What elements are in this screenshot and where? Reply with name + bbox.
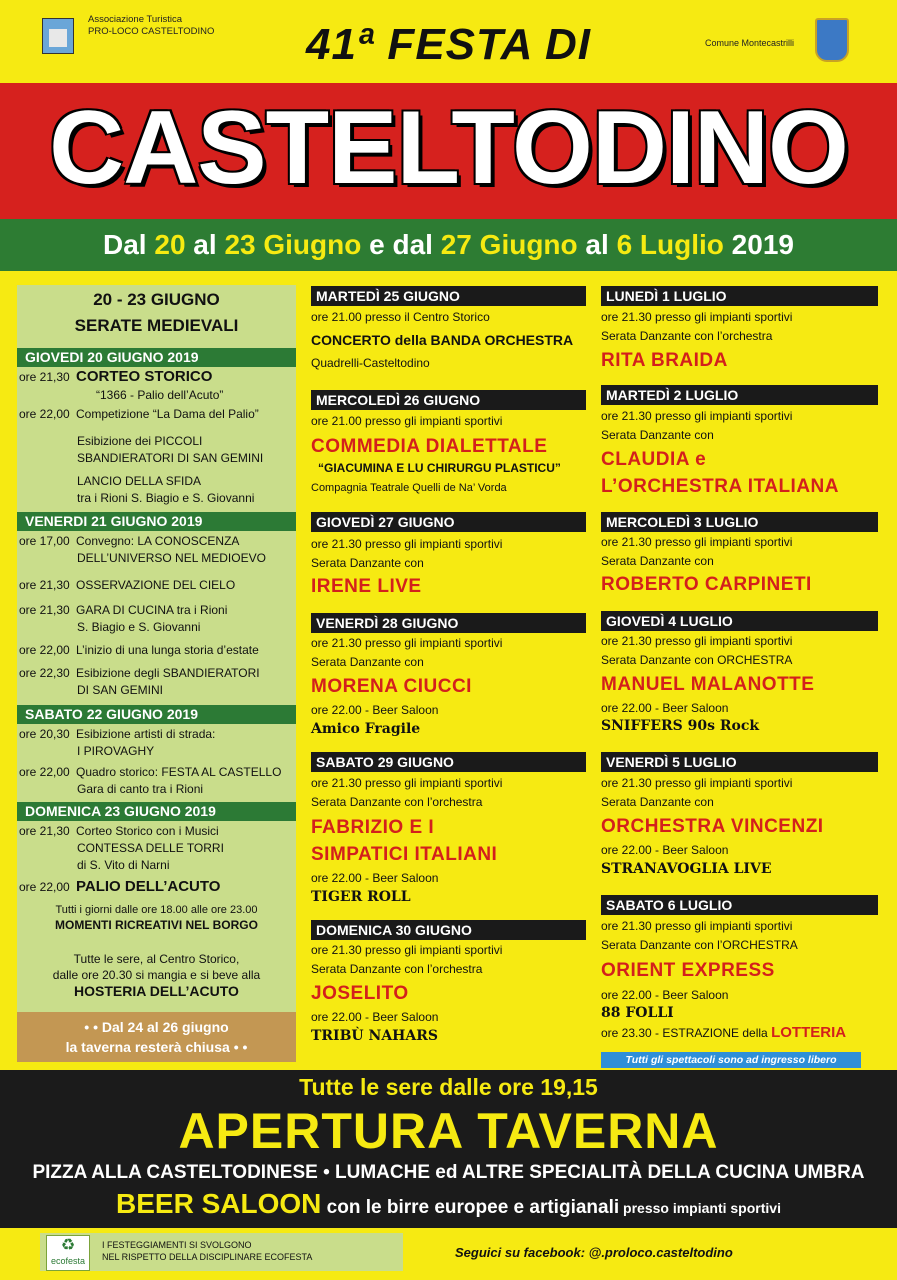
beer-saloon-line — [0, 1188, 897, 1220]
event-info: ore 21.30 presso gli impianti sportivi — [601, 919, 793, 933]
event-info: CONCERTO della BANDA ORCHESTRA — [311, 332, 574, 348]
event-info: ore 22.00 - Beer Saloon — [601, 701, 729, 715]
event-row: ore 21,30 CORTEO STORICO — [19, 368, 213, 385]
day-header: SABATO 22 GIUGNO 2019 — [17, 705, 296, 724]
event-detail: SBANDIERATORI DI SAN GEMINI — [77, 451, 264, 465]
event-detail: DELL’UNIVERSO NEL MEDIOEVO — [77, 551, 266, 565]
event-info: ore 21.00 presso il Centro Storico — [311, 310, 490, 324]
eco-line: I FESTEGGIAMENTI SI SVOLGONO — [102, 1240, 252, 1250]
artist-name: ROBERTO CARPINETI — [601, 574, 812, 595]
event-header: GIOVEDÌ 4 LUGLIO — [601, 611, 878, 631]
event-info: “GIACUMINA E LU CHIRURGU PLASTICU” — [318, 461, 561, 475]
event-info: Serata Danzante con l’orchestra — [601, 329, 773, 343]
recycle-icon: ♻ — [60, 1237, 76, 1254]
event-detail: Esibizione dei PICCOLI — [77, 434, 203, 448]
assoc-line-2: PRO-LOCO CASTELTODINO — [88, 26, 215, 37]
ecofesta-text — [102, 1239, 312, 1263]
band-name: STRANAVOGLIA LIVE — [601, 861, 772, 877]
event-info: ore 21.30 presso gli impianti sportivi — [601, 310, 793, 324]
event-header: SABATO 29 GIUGNO — [311, 752, 586, 772]
taverna-time: Tutte le sere dalle ore 19,15 — [299, 1074, 598, 1100]
lottery-label: LOTTERIA — [771, 1024, 847, 1041]
event-info: Serata Danzante con — [311, 655, 424, 669]
event-info: Serata Danzante con l’orchestra — [311, 962, 483, 976]
artist-name: ORCHESTRA VINCENZI — [601, 816, 824, 837]
band-name: Amico Fragile — [311, 721, 421, 737]
event-header: SABATO 6 LUGLIO — [601, 895, 878, 915]
event-header: MERCOLEDÌ 3 LUGLIO — [601, 512, 878, 532]
event-info: ore 21.30 presso gli impianti sportivi — [601, 776, 793, 790]
day-header: DOMENICA 23 GIUGNO 2019 — [17, 802, 296, 821]
event-info: ore 22.00 - Beer Saloon — [311, 1010, 439, 1024]
hosteria-note — [17, 951, 296, 1000]
event-info: Serata Danzante con l’ORCHESTRA — [601, 938, 798, 952]
event-detail: di S. Vito di Narni — [77, 858, 170, 872]
artist-name: MORENA CIUCCI — [311, 676, 472, 697]
comune-crest — [815, 18, 849, 62]
main-title: CASTELTODINO — [49, 90, 848, 206]
artist-name: L’ORCHESTRA ITALIANA — [601, 476, 839, 497]
facebook-link[interactable]: Seguici su facebook: @.proloco.casteltodino — [455, 1245, 733, 1260]
day-header: GIOVEDI 20 GIUGNO 2019 — [17, 348, 296, 367]
lottery-time: ore 23.30 - ESTRAZIONE della — [601, 1026, 772, 1040]
event-detail: Gara di canto tra i Rioni — [77, 782, 204, 796]
event-info: ore 21.30 presso gli impianti sportivi — [601, 634, 793, 648]
festival-dates: Dal 20 al 23 Giugno e dal 27 Giugno al 6 Luglio 2019 — [103, 229, 794, 260]
note-line: MOMENTI RICREATIVI NEL BORGO — [55, 918, 258, 932]
event-detail: tra i Rioni S. Biagio e S. Giovanni — [77, 491, 255, 505]
ecofesta-icon — [46, 1235, 90, 1271]
closure-notice — [17, 1012, 296, 1062]
event-header: GIOVEDÌ 27 GIUGNO — [311, 512, 586, 532]
event-detail: “1366 - Palio dell’Acuto” — [96, 388, 224, 402]
event-info: ore 21.30 presso gli impianti sportivi — [601, 535, 793, 549]
panel-dates: 20 - 23 GIUGNO — [93, 290, 220, 309]
band-name: SNIFFERS 90s Rock — [601, 718, 760, 734]
artist-name: RITA BRAIDA — [601, 350, 728, 371]
note-line: Tutte le sere, al Centro Storico, — [73, 952, 240, 966]
artist-name: MANUEL MALANOTTE — [601, 674, 815, 695]
event-header: MERCOLEDÌ 26 GIUGNO — [311, 390, 586, 410]
daily-activities-note — [17, 903, 296, 934]
event-header: MARTEDÌ 25 GIUGNO — [311, 286, 586, 306]
event-header: LUNEDÌ 1 LUGLIO — [601, 286, 878, 306]
band-name: TRIBÙ NAHARS — [311, 1028, 439, 1044]
beer-saloon-location: presso impianti sportivi — [619, 1200, 781, 1216]
event-info: Quadrelli-Casteltodino — [311, 356, 430, 370]
event-info: ore 22.00 - Beer Saloon — [311, 871, 439, 885]
artist-name: IRENE LIVE — [311, 576, 422, 597]
beer-saloon-desc: con le birre europee e artigianali — [321, 1197, 620, 1218]
event-info: Serata Danzante con — [311, 556, 424, 570]
event-info: ore 21.30 presso gli impianti sportivi — [311, 776, 503, 790]
artist-name: FABRIZIO E I — [311, 817, 435, 838]
ecofesta-label: ecofesta — [50, 1256, 86, 1266]
event-row: ore 21,30 Corteo Storico con i Musici — [19, 824, 219, 838]
panel-title: SERATE MEDIEVALI — [74, 316, 239, 335]
event-row: ore 17,00 Convegno: LA CONOSCENZA — [19, 534, 240, 548]
edition-title: 41ª FESTA DI — [305, 20, 591, 69]
event-row: ore 22,00 L’inizio di una lunga storia d’estate — [19, 643, 259, 657]
event-row: ore 21,30 OSSERVAZIONE DEL CIELO — [19, 578, 236, 592]
event-info: ore 21.30 presso gli impianti sportivi — [601, 409, 793, 423]
assoc-line-1: Associazione Turistica — [88, 14, 182, 25]
event-info: Serata Danzante con — [601, 795, 714, 809]
note-line: Tutti i giorni dalle ore 18.00 alle ore 23.00 — [55, 904, 258, 916]
event-info: ore 22.00 - Beer Saloon — [311, 703, 439, 717]
event-info: ore 21.30 presso gli impianti sportivi — [311, 636, 503, 650]
artist-name: ORIENT EXPRESS — [601, 960, 775, 981]
event-row: ore 22,00 Competizione “La Dama del Palio” — [19, 407, 259, 421]
band-name: 88 FOLLI — [601, 1005, 674, 1021]
event-info: Compagnia Teatrale Quelli de Na’ Vorda — [311, 482, 507, 494]
day-header: VENERDI 21 GIUGNO 2019 — [17, 512, 296, 531]
notice-line: la taverna resterà chiusa • • — [65, 1039, 248, 1055]
event-row: ore 22,00 Quadro storico: FESTA AL CASTELLO — [19, 765, 282, 779]
beer-saloon-title: BEER SALOON — [116, 1188, 322, 1219]
event-info: Serata Danzante con l’orchestra — [311, 795, 483, 809]
event-detail: I PIROVAGHY — [77, 744, 155, 758]
event-row: ore 22,00 PALIO DELL’ACUTO — [19, 878, 221, 895]
event-info: Serata Danzante con — [601, 428, 714, 442]
artist-name: JOSELITO — [311, 983, 409, 1004]
note-line: dalle ore 20.30 si mangia e si beve alla — [52, 968, 261, 982]
event-info: ore 21.30 presso gli impianti sportivi — [311, 537, 503, 551]
event-header: VENERDÌ 28 GIUGNO — [311, 613, 586, 633]
artist-name: SIMPATICI ITALIANI — [311, 844, 498, 865]
note-line: HOSTERIA DELL’ACUTO — [74, 983, 239, 999]
event-detail: S. Biagio e S. Giovanni — [77, 620, 201, 634]
event-info: ore 21.00 presso gli impianti sportivi — [311, 414, 503, 428]
comune-name: Comune Montecastrilli — [705, 38, 795, 48]
artist-name: CLAUDIA e — [601, 449, 707, 470]
event-header: VENERDÌ 5 LUGLIO — [601, 752, 878, 772]
artist-name: COMMEDIA DIALETTALE — [311, 436, 548, 457]
event-info: Serata Danzante con — [601, 554, 714, 568]
event-info: ore 22.00 - Beer Saloon — [601, 988, 729, 1002]
event-detail: CONTESSA DELLE TORRI — [77, 841, 224, 855]
event-info: ore 22.00 - Beer Saloon — [601, 843, 729, 857]
free-entry-note: Tutti gli spettacoli sono ad ingresso libero — [601, 1052, 861, 1068]
lottery-info — [601, 1026, 878, 1040]
notice-line: • • Dal 24 al 26 giugno — [84, 1019, 229, 1035]
event-row: ore 22,30 Esibizione degli SBANDIERATORI — [19, 666, 260, 680]
event-row: ore 21,30 GARA DI CUCINA tra i Rioni — [19, 603, 228, 617]
event-header: MARTEDÌ 2 LUGLIO — [601, 385, 878, 405]
event-header: DOMENICA 30 GIUGNO — [311, 920, 586, 940]
event-info: Serata Danzante con ORCHESTRA — [601, 653, 793, 667]
event-detail: DI SAN GEMINI — [77, 683, 164, 697]
eco-line: NEL RISPETTO DELLA DISCIPLINARE ECOFESTA — [102, 1252, 313, 1262]
event-info: ore 21.30 presso gli impianti sportivi — [311, 943, 503, 957]
band-name: TIGER ROLL — [311, 889, 411, 905]
taverna-title: APERTURA TAVERNA — [178, 1103, 719, 1159]
food-specialties: PIZZA ALLA CASTELTODINESE • LUMACHE ed ALTRE SPECIALITÀ DELLA CUCINA UMBRA — [32, 1162, 865, 1183]
event-detail: LANCIO DELLA SFIDA — [77, 474, 202, 488]
event-row: ore 20,30 Esibizione artisti di strada: — [19, 727, 216, 741]
